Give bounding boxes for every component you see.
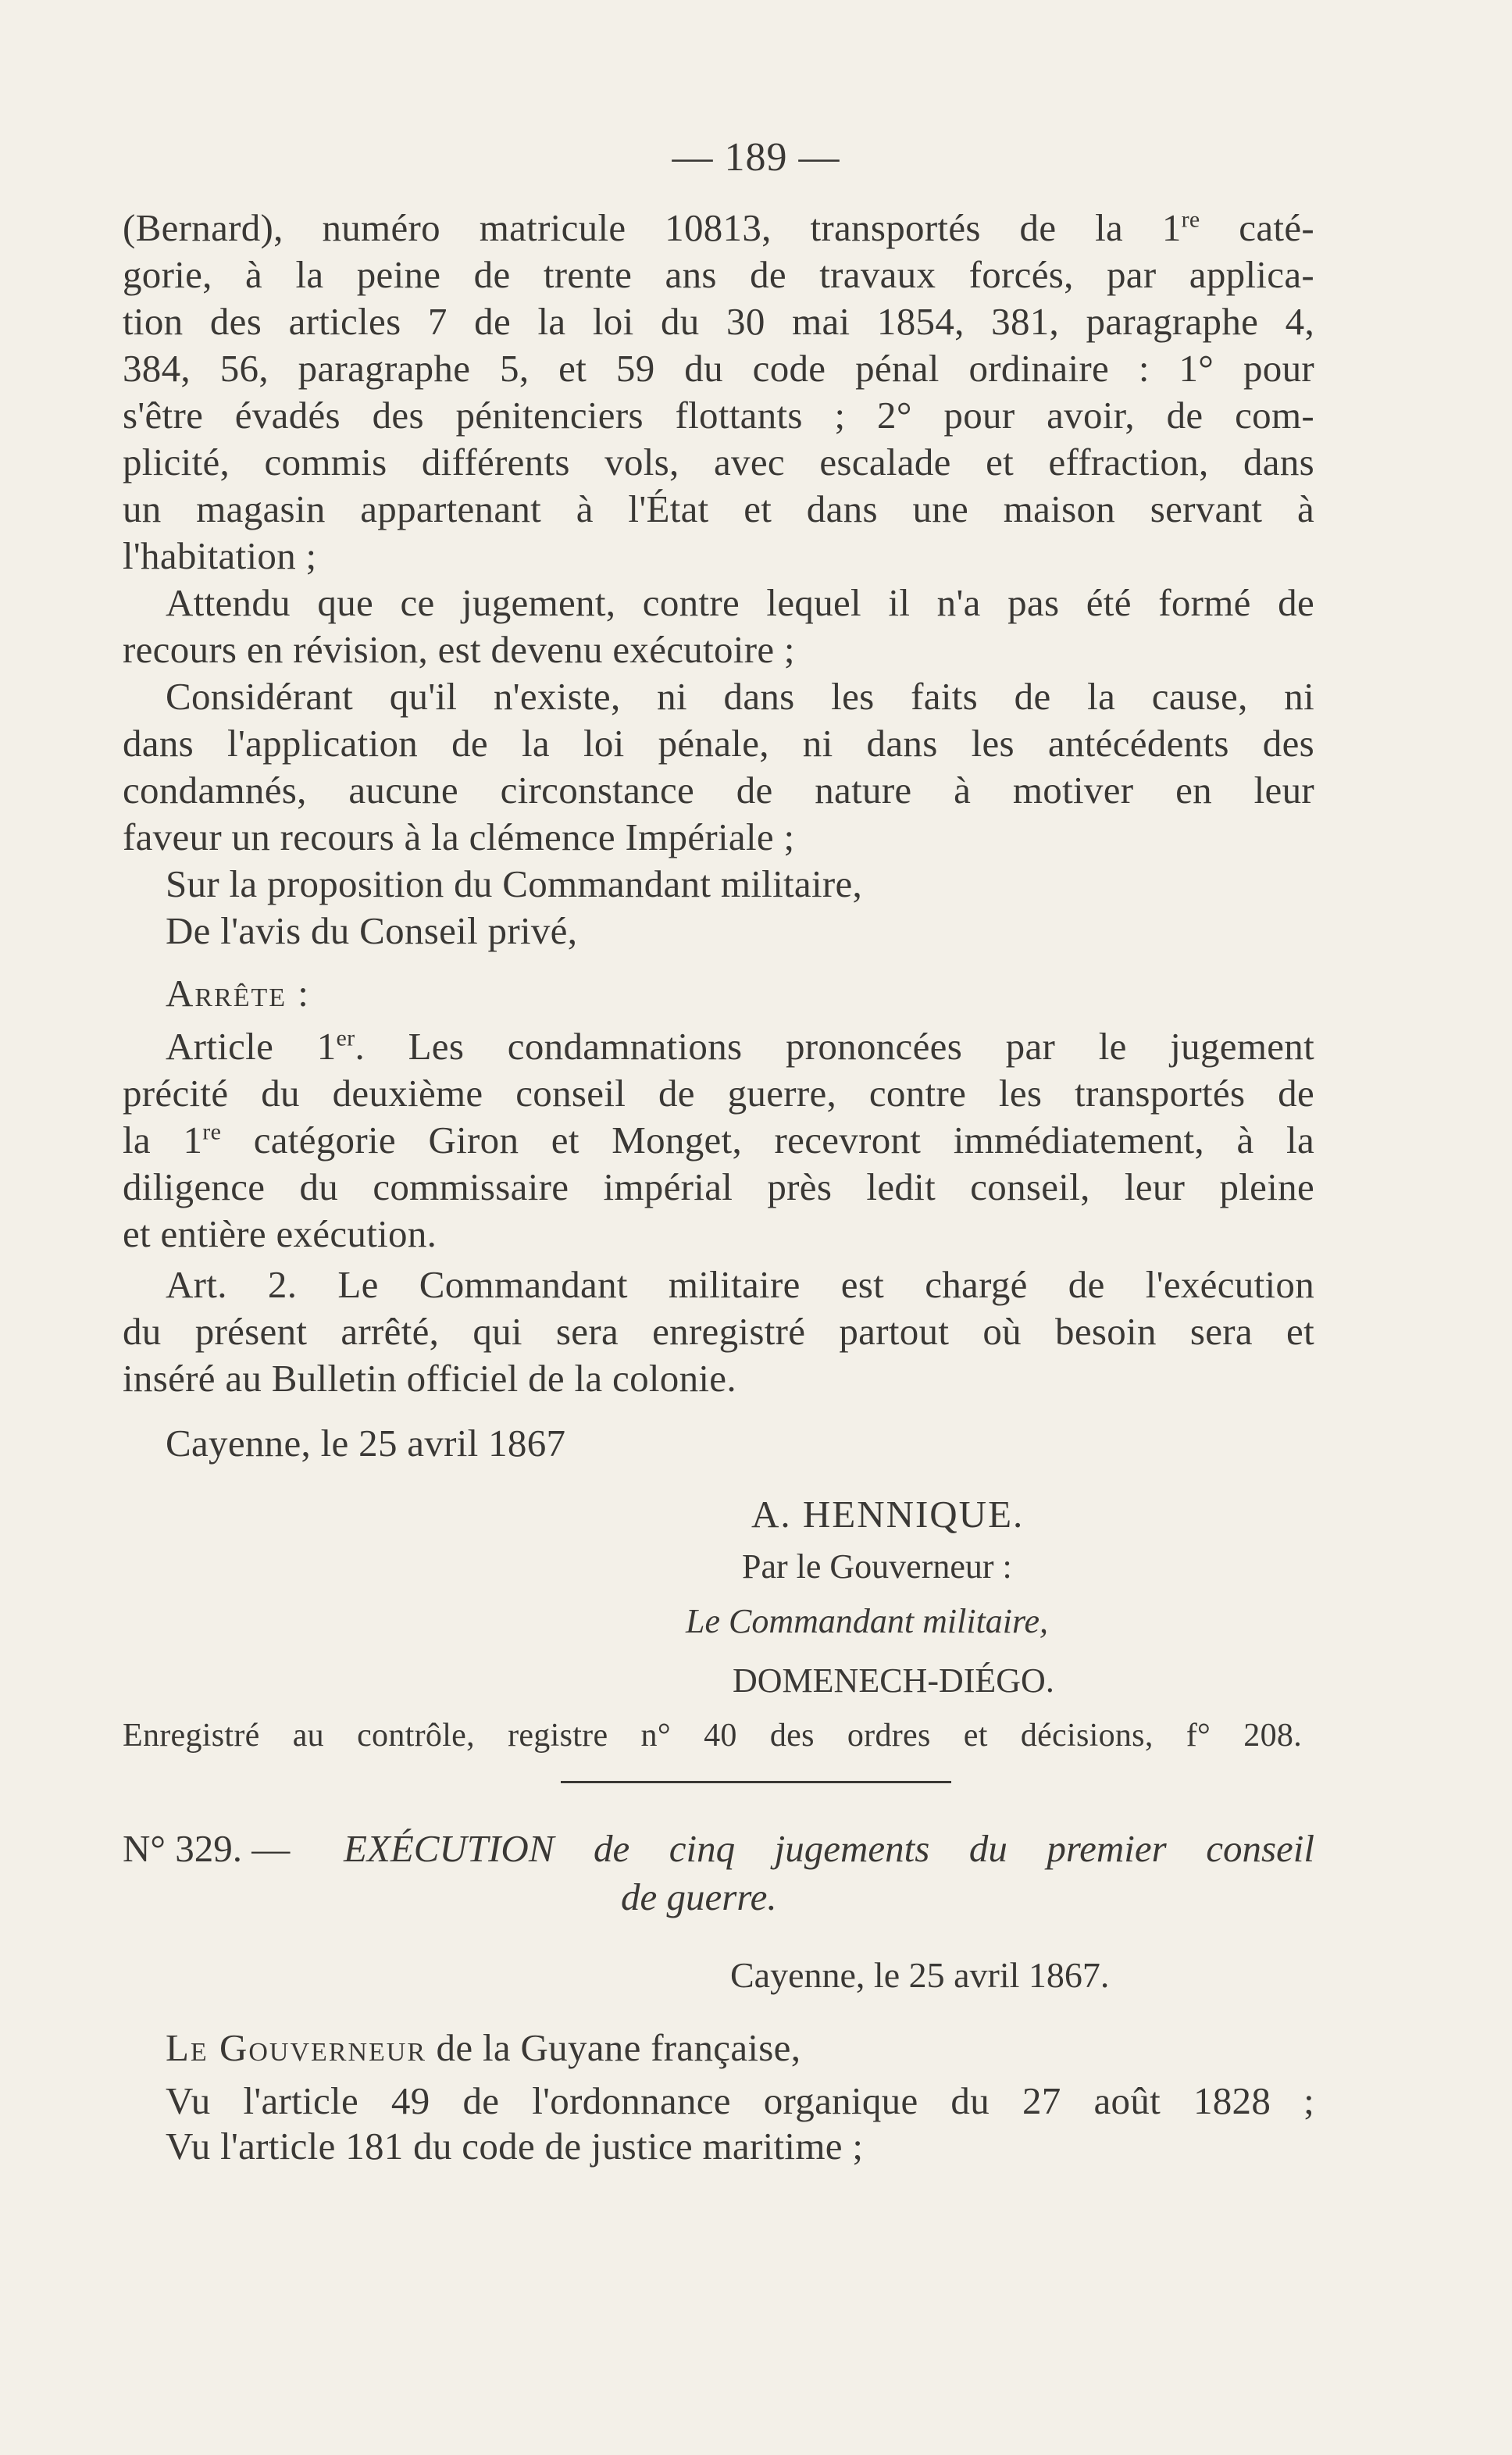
text-line: gorie, à la peine de trente ans de travaux forcés, par applica- bbox=[123, 253, 1314, 296]
decree-line: Vu l'article 181 du code de justice maritime ; bbox=[166, 2125, 864, 2168]
decree-line: Le Gouverneur de la Guyane française, bbox=[166, 2026, 801, 2069]
page-number: — 189 — bbox=[672, 135, 840, 180]
place-date: Cayenne, le 25 avril 1867 bbox=[166, 1422, 566, 1465]
signature-name: A. HENNIQUE. bbox=[751, 1493, 1025, 1536]
signature-by: Par le Gouverneur : bbox=[742, 1547, 1012, 1586]
text-line: diligence du commissaire impérial près ledit conseil, leur pleine bbox=[123, 1165, 1314, 1208]
text-line: Attendu que ce jugement, contre lequel il n'a pas été formé de bbox=[166, 581, 1314, 624]
text-line: du présent arrêté, qui sera enregistré partout où besoin sera et bbox=[123, 1310, 1314, 1353]
text-line: faveur un recours à la clémence Impériale ; bbox=[123, 815, 795, 858]
text-line: et entière exécution. bbox=[123, 1212, 437, 1255]
text-line: tion des articles 7 de la loi du 30 mai 1854, 381, paragraphe 4, bbox=[123, 300, 1314, 343]
text-line: recours en révision, est devenu exécutoire ; bbox=[123, 628, 795, 671]
text-line: inséré au Bulletin officiel de la colonie. bbox=[123, 1357, 736, 1400]
text-line: condamnés, aucune circonstance de nature à motiver en leur bbox=[123, 769, 1314, 812]
signature-signer: DOMENECH-DIÉGO. bbox=[733, 1661, 1054, 1700]
text-line: s'être évadés des pénitenciers flottants ; 2° pour avoir, de com- bbox=[123, 394, 1314, 437]
registration-note: Enregistré au contrôle, registre n° 40 des ordres et décisions, f° 208. bbox=[123, 1718, 1302, 1754]
text-line: un magasin appartenant à l'État et dans une maison servant à bbox=[123, 487, 1314, 530]
text-line: 384, 56, paragraphe 5, et 59 du code pénal ordinaire : 1° pour bbox=[123, 347, 1314, 390]
decree-line: Vu l'article 49 de l'ordonnance organique du 27 août 1828 ; bbox=[166, 2079, 1314, 2122]
text-line: Considérant qu'il n'existe, ni dans les faits de la cause, ni bbox=[166, 675, 1314, 718]
text-line: (Bernard), numéro matricule 10813, transportés de la 1re caté- bbox=[123, 206, 1314, 249]
text-line: la 1re catégorie Giron et Monget, recevront immédiatement, à la bbox=[123, 1119, 1314, 1161]
text-line: Art. 2. Le Commandant militaire est chargé de l'exécution bbox=[166, 1263, 1314, 1306]
decree-number: N° 329. — bbox=[123, 1827, 291, 1870]
section-divider bbox=[561, 1781, 951, 1783]
text-line: De l'avis du Conseil privé, bbox=[166, 909, 578, 952]
text-line: Sur la proposition du Commandant militaire, bbox=[166, 862, 863, 905]
decree-title-cont: de guerre. bbox=[621, 1875, 777, 1918]
text-line: l'habitation ; bbox=[123, 534, 317, 577]
arrete-heading: Arrête : bbox=[166, 972, 310, 1015]
text-line: dans l'application de la loi pénale, ni dans les antécédents des bbox=[123, 722, 1314, 765]
text-line: Article 1er. Les condamnations prononcées par le jugement bbox=[166, 1025, 1314, 1068]
text-line: précité du deuxième conseil de guerre, contre les transportés de bbox=[123, 1072, 1314, 1115]
decree-date: Cayenne, le 25 avril 1867. bbox=[730, 1955, 1110, 1995]
decree-title: EXÉCUTION de cinq jugements du premier conseil bbox=[344, 1827, 1314, 1870]
signature-role: Le Commandant militaire, bbox=[686, 1602, 1049, 1640]
text-line: plicité, commis différents vols, avec escalade et effraction, dans bbox=[123, 441, 1314, 484]
